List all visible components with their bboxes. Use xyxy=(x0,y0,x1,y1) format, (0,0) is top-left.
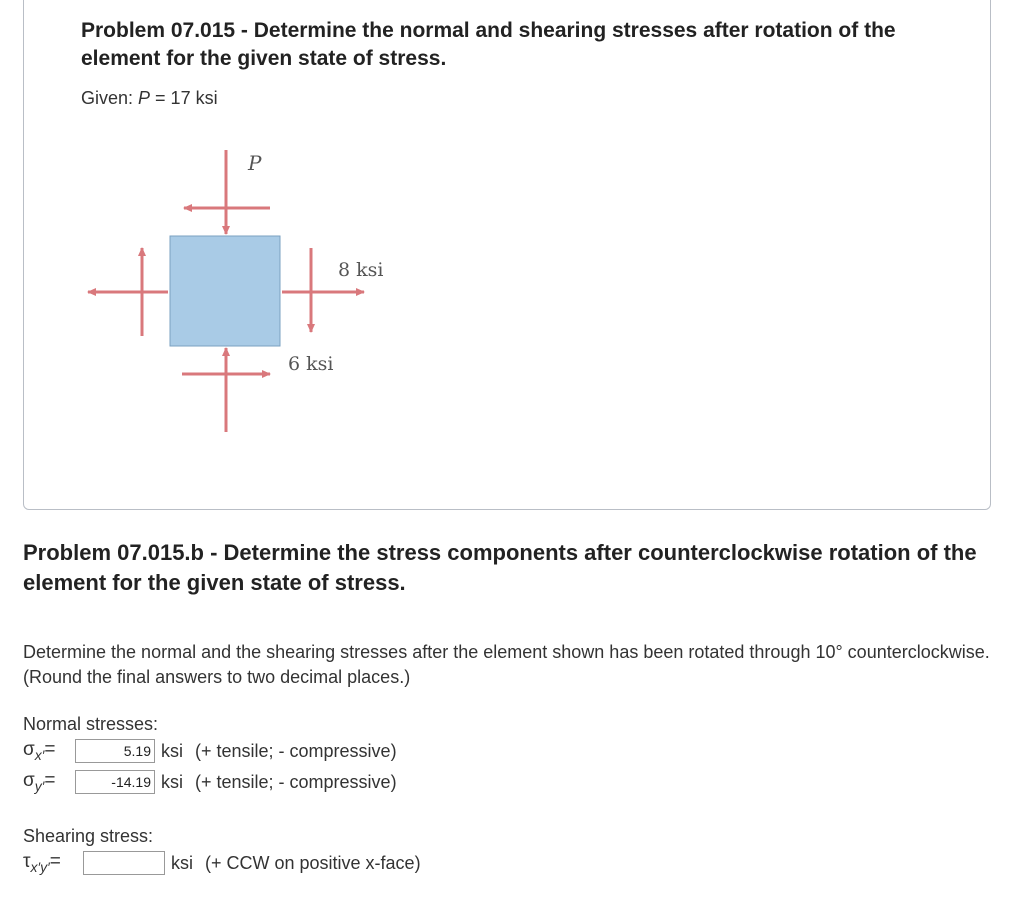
sigma-y-input[interactable] xyxy=(75,770,155,794)
shearing-stress-label: Shearing stress: xyxy=(23,826,154,846)
label-8-ksi: 8 ksi xyxy=(338,259,384,281)
sigma-x-letter: σ xyxy=(23,739,35,761)
sigma-y-symbol xyxy=(23,770,71,794)
sigma-y-letter: σ xyxy=(23,770,35,792)
sigma-x-note: (+ tensile; - compressive) xyxy=(195,740,397,761)
sigma-x-subscript: x′ xyxy=(34,746,45,763)
tau-equals: = xyxy=(49,851,61,873)
sigma-y-row xyxy=(23,769,397,795)
sigma-x-row xyxy=(23,738,397,764)
sigma-x-symbol xyxy=(23,739,71,763)
stress-element-square xyxy=(170,236,280,346)
sigma-y-note: (+ tensile; - compressive) xyxy=(195,771,397,792)
sigma-y-equals: = xyxy=(44,770,56,792)
sigma-x-unit: ksi xyxy=(161,740,183,761)
tau-input[interactable] xyxy=(83,851,165,875)
label-6-ksi: 6 ksi xyxy=(288,353,334,375)
part-b-title: Problem 07.015.b - Determine the stress components after counterclockwise rotation of the element for the given state of stress. xyxy=(23,540,977,595)
given-value: = 17 ksi xyxy=(150,88,218,108)
label-p: P xyxy=(248,151,262,175)
sigma-y-subscript: y′ xyxy=(34,777,45,794)
tau-row xyxy=(23,850,421,876)
stress-element-figure xyxy=(80,140,400,440)
tau-subscript: x′y′ xyxy=(30,858,50,875)
tau-symbol xyxy=(23,851,79,875)
given-prefix: Given: xyxy=(81,88,139,108)
given-line xyxy=(81,88,218,109)
part-a-title: Problem 07.015 - Determine the normal and shearing stresses after rotation of the element for the given state of stress. xyxy=(81,19,896,70)
normal-stresses-label: Normal stresses: xyxy=(23,714,159,734)
problem-description: Determine the normal and the shearing stresses after the element shown has been rotated through 10° counterclockwise. (Round the final answers to two decimal places.) xyxy=(23,642,990,687)
sigma-x-input[interactable] xyxy=(75,739,155,763)
tau-unit: ksi xyxy=(171,852,193,873)
sigma-x-equals: = xyxy=(44,739,56,761)
tau-note: (+ CCW on positive x-face) xyxy=(205,852,421,873)
tau-letter: τ xyxy=(23,851,31,873)
sigma-y-unit: ksi xyxy=(161,771,183,792)
given-variable: P xyxy=(138,88,151,108)
